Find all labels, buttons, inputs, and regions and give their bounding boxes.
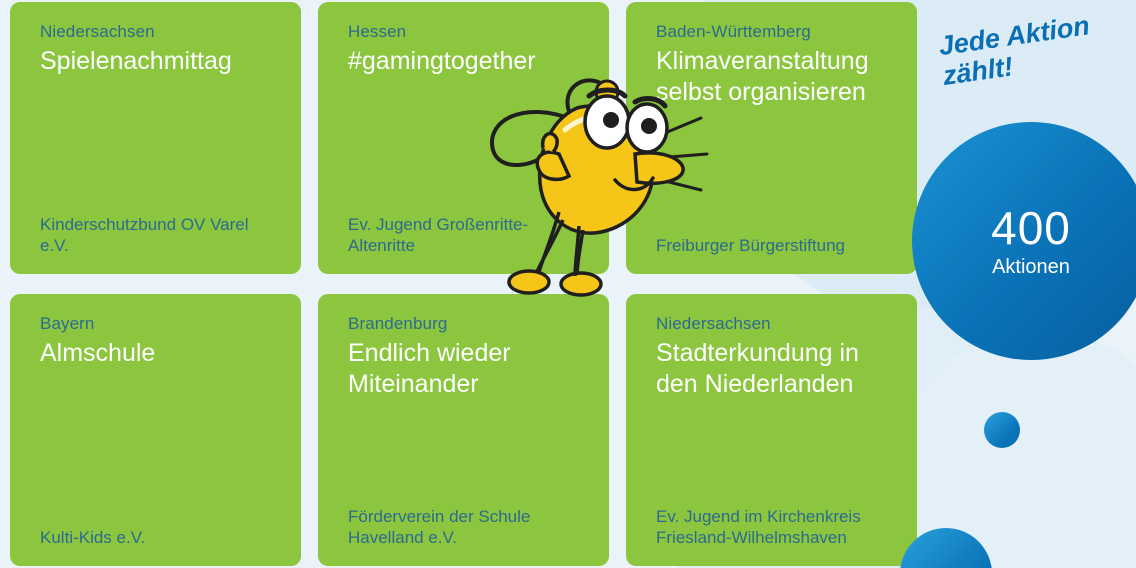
tile-footer [348,506,587,548]
tile-title: Stadterkundung in den Niederlanden [656,339,859,398]
tile-organisation: Ev. Jugend im Kirchenkreis Friesland-Wilhelmshaven [656,507,861,547]
tile-state: Brandenburg [348,314,448,333]
action-tile[interactable] [318,294,609,566]
action-tile[interactable] [10,294,301,566]
tile-header [656,314,895,400]
action-tile[interactable] [626,294,917,566]
slogan-line-2: zählt! [940,51,1015,91]
tile-footer [40,527,279,548]
tile-organisation: Freiburger Bürgerstiftung [656,236,845,255]
tile-footer [40,214,279,256]
action-tile[interactable] [10,2,301,274]
tile-state: Niedersachsen [656,314,771,333]
tile-state: Baden-Württemberg [656,22,811,41]
tile-title: #gamingtogether [348,47,536,75]
tile-organisation: Ev. Jugend Großenritte-Altenritte [348,215,529,255]
tile-title: Klimaveranstaltung selbst organisieren [656,47,869,106]
tile-state: Niedersachsen [40,22,155,41]
tile-header [40,314,279,369]
action-count-label: Aktionen [992,256,1070,278]
tile-organisation: Kulti-Kids e.V. [40,528,146,547]
slogan-line-1: Jede Aktion [936,10,1092,62]
action-count-number: 400 [991,202,1071,254]
tile-header [40,22,279,77]
tile-state: Bayern [40,314,95,333]
tile-title: Spielenachmittag [40,47,232,75]
tile-organisation: Kinderschutzbund OV Varel e.V. [40,215,249,255]
tile-footer [656,506,895,548]
tile-header [348,314,587,400]
tile-state: Hessen [348,22,407,41]
decorative-dot-small [984,412,1020,448]
tile-title: Endlich wieder Miteinander [348,339,511,398]
tile-title: Almschule [40,339,156,367]
whistle-mascot-icon [455,50,715,310]
tile-organisation: Förderverein der Schule Havelland e.V. [348,507,531,547]
action-count-badge [912,122,1136,360]
